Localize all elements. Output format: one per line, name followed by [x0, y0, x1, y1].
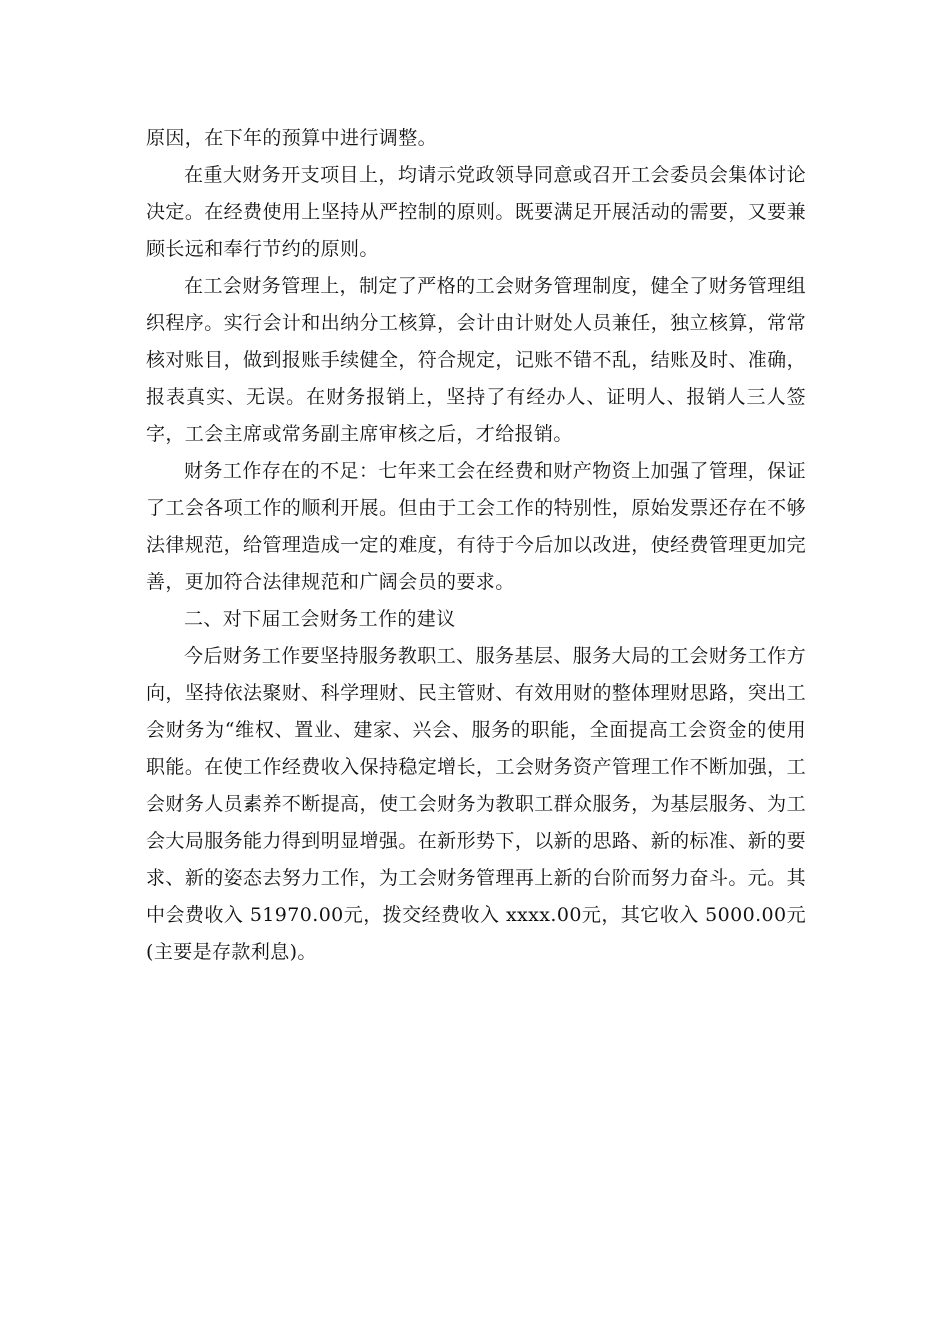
section-heading: 二、对下届工会财务工作的建议 [184, 608, 456, 630]
paragraph-3: 在工会财务管理上，制定了严格的工会财务管理制度，健全了财务管理组织程序。实行会计和出纳分工核算，会计由计财处人员兼任，独立核算，常常核对账目，做到报账手续健全，符合规定，记账不错不乱，结账及时、准确，报表真实、无误。在财务报销上，坚持了有经办人、证明人、报销人三人签字，工会主席或常务副主席审核之后，才给报销。 [146, 275, 806, 445]
paragraph-1: 原因，在下年的预算中进行调整。 [146, 127, 438, 149]
document-body [146, 120, 806, 971]
paragraph-5: 今后财务工作要坚持服务教职工、服务基层、服务大局的工会财务工作方向，坚持依法聚财、科学理财、民主管财、有效用财的整体理财思路，突出工会财务为“维权、置业、建家、兴会、服务的职能，全面提高工会资金的使用职能。在使工作经费收入保持稳定增长，工会财务资产管理工作不断加强，工会财务人员素养不断提高，使工会财务为教职工群众服务，为基层服务、为工会大局服务能力得到明显增强。在新形势下，以新的思路、新的标准、新的要求、新的姿态去努力工作，为工会财务管理再上新的台阶而努力奋斗。元。其中会费收入 51970.00元，拨交经费收入 xxxx.00元，其它收入 5000.00元(主要是存款利息)。 [146, 645, 806, 963]
paragraph-2: 在重大财务开支项目上，均请示党政领导同意或召开工会委员会集体讨论决定。在经费使用上坚持从严控制的原则。既要满足开展活动的需要，又要兼顾长远和奉行节约的原则。 [146, 164, 806, 260]
paragraph-4: 财务工作存在的不足：七年来工会在经费和财产物资上加强了管理，保证了工会各项工作的顺利开展。但由于工会工作的特别性，原始发票还存在不够法律规范，给管理造成一定的难度，有待于今后加以改进，使经费管理更加完善，更加符合法律规范和广阔会员的要求。 [146, 460, 806, 593]
